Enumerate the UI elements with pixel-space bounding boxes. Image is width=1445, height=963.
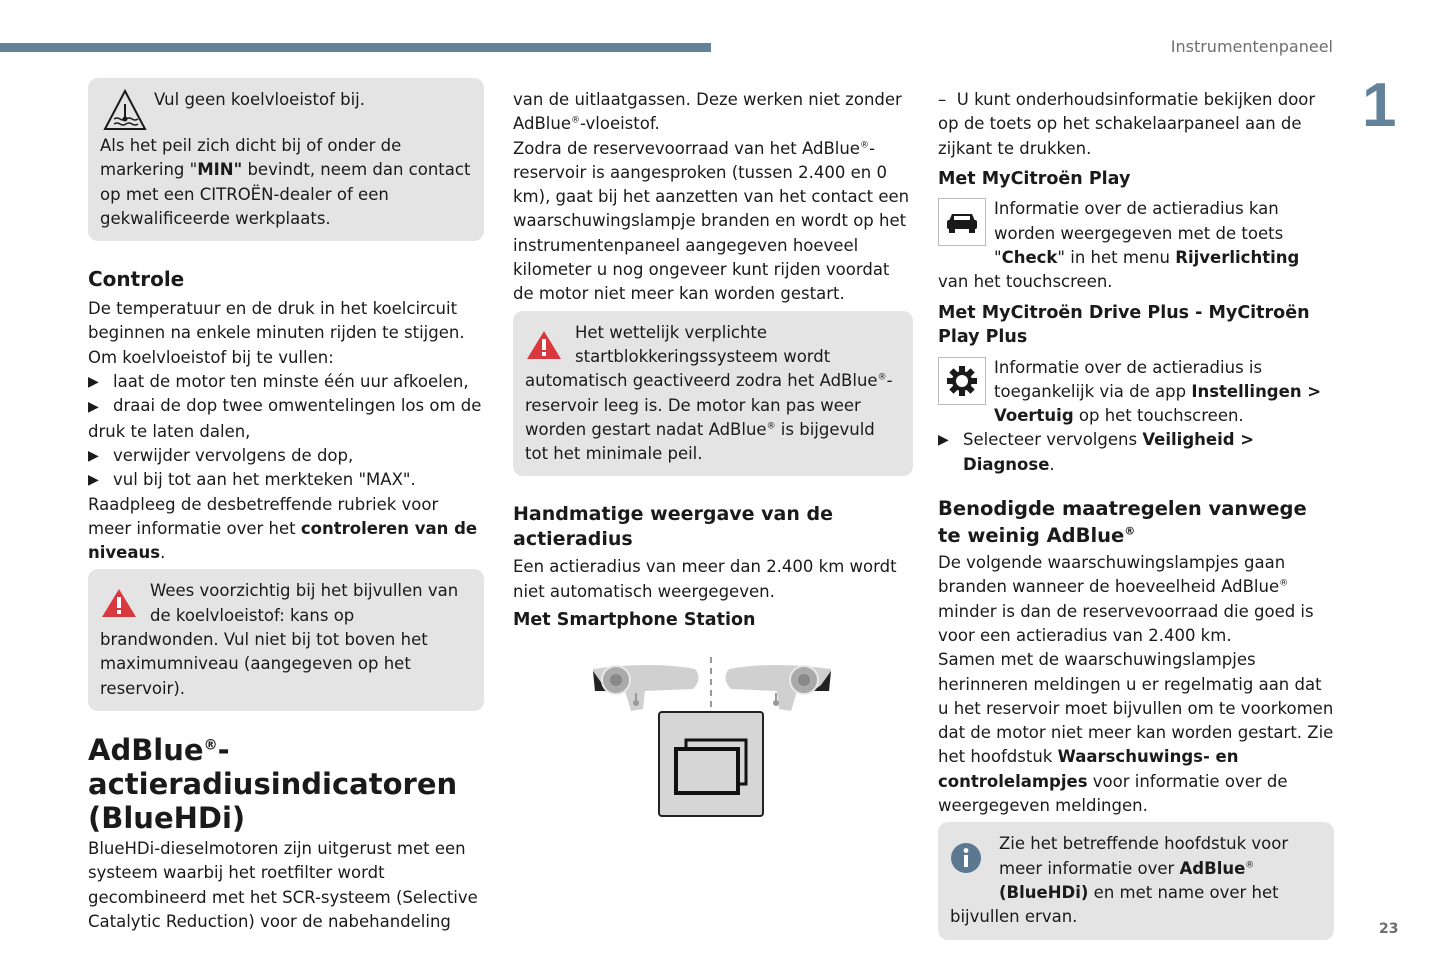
chapter-number: 1 <box>1362 71 1397 140</box>
drive-plus-block <box>938 356 1334 429</box>
header-accent-bar <box>0 43 711 52</box>
exhaust-paragraph: van de uitlaatgassen. Deze werken niet zonder AdBlue®-vloeistof. <box>513 90 902 134</box>
list-item: ▶ Selecteer vervolgens Veiligheid > Diagnose. <box>938 428 1334 477</box>
startblock-warning-text: Het wettelijk verplichte startblokkeringssysteem wordt automatisch geactiveerd zodra het AdBlue®-reservoir leeg is. De motor kan pas weer worden gestart nadat AdBlue® is bijgevuld tot het minimale peil. <box>525 322 893 464</box>
column-2 <box>513 88 913 727</box>
mycitroen-play-block <box>938 197 1334 294</box>
measures-heading: Benodigde maatregelen vanwege te weinig AdBlue® <box>938 497 1307 548</box>
screen-switch-button-icon <box>658 711 764 817</box>
list-item: ▶ draai de dop twee omwentelingen los om de druk te laten dalen, <box>88 396 482 441</box>
gear-icon <box>938 357 986 405</box>
coolant-notice-body: Als het peil zich dicht bij of onder de markering "MIN" bevindt, neem dan contact op met een CITROËN-dealer of een gekwalificeerde werkplaats. <box>100 136 471 228</box>
manual-display-body: Een actieradius van meer dan 2.400 km wordt niet automatisch weergegeven. <box>513 557 897 601</box>
arrow-right-icon: ▶ <box>938 432 949 449</box>
reserve-paragraph: Zodra de reservevoorraad van het AdBlue®-reservoir is aangesproken (tussen 2.400 en 0 km), gaat bij het aanzetten van het contact een waarschuwingslampje branden en wordt op het instrumentenpaneel aangegeven hoeveel kilometer u nog ongeveer kunt rijden voordat de motor niet meer kan worden gestart. <box>513 138 910 304</box>
arrow-right-icon: ▶ <box>88 374 99 391</box>
measures-paragraph-1: De volgende waarschuwingslampjes gaan branden wanneer de hoeveelheid AdBlue® minder is dan de reservevoorraad die goed is voor een actieradius van 2.400 km. <box>938 553 1314 645</box>
maintenance-dash-item: – U kunt onderhoudsinformatie bekijken door op de toets op het schakelaarpaneel aan de zijkant te drukken. <box>938 90 1316 158</box>
column-3 <box>938 88 1334 940</box>
column-1 <box>88 78 484 934</box>
startblock-warning-box <box>513 311 913 477</box>
arrow-right-icon: ▶ <box>88 447 99 464</box>
list-item: ▶ laat de motor ten minste één uur afkoelen, <box>88 370 484 394</box>
info-box <box>938 822 1334 939</box>
page-number: 23 <box>1379 921 1399 937</box>
smartphone-station-heading: Met Smartphone Station <box>513 610 756 631</box>
coolant-notice-box <box>88 78 484 241</box>
drive-plus-text: Informatie over de actieradius is toegankelijk via de app Instellingen > Voertuig op het touchscreen. <box>994 357 1322 426</box>
mycitroen-play-text: Informatie over de actieradius kan worden weergegeven met de toets "Check" in het menu Rijverlichting van het touchscreen. <box>938 199 1300 292</box>
car-icon <box>938 198 986 246</box>
coolant-temperature-warning-icon <box>102 88 154 136</box>
controle-intro-2: Om koelvloeistof bij te vullen: <box>88 347 334 367</box>
list-item: ▶ vul bij tot aan het merkteken "MAX". <box>88 468 484 492</box>
info-icon <box>950 832 999 882</box>
section-title: Instrumentenpaneel <box>1170 37 1333 56</box>
arrow-right-icon: ▶ <box>88 399 99 416</box>
arrow-right-icon: ▶ <box>88 472 99 489</box>
info-text: Zie het betreffende hoofdstuk voor meer informatie over AdBlue® (BlueHDi) en met name over het bijvullen ervan. <box>950 834 1289 927</box>
burn-warning-box <box>88 569 484 710</box>
controle-reference: Raadpleeg de desbetreffende rubriek voor meer informatie over het controleren van de niveaus. <box>88 494 478 563</box>
drive-plus-heading: Met MyCitroën Drive Plus - MyCitroën Play Plus <box>938 302 1310 348</box>
coolant-notice-title: Vul geen koelvloeistof bij. <box>154 90 366 109</box>
adblue-heading: AdBlue®- actieradiusindicatoren (BlueHDi) <box>88 732 458 835</box>
burn-warning-text: Wees voorzichtig bij het bijvullen van de koelvloeistof: kans op brandwonden. Vul niet bij tot boven het maximumniveau (aangegeven op het reservoir). <box>100 581 459 698</box>
mycitroen-play-heading: Met MyCitroën Play <box>938 168 1131 189</box>
list-item: ▶ verwijder vervolgens de dop, <box>88 444 484 468</box>
adblue-intro: BlueHDi-dieselmotoren zijn uitgerust met een systeem waarbij het roetfilter wordt gecombineerd met het SCR-systeem (Selective Catalytic Reduction) voor de nabehandeling <box>88 838 478 931</box>
warning-triangle-icon <box>100 579 150 627</box>
manual-display-heading: Handmatige weergave van de actieradius <box>513 503 834 550</box>
controle-intro: De temperatuur en de druk in het koelcircuit beginnen na enkele minuten rijden te stijgen. <box>88 299 465 343</box>
warning-triangle-icon <box>525 321 575 369</box>
controle-heading: Controle <box>88 267 185 292</box>
measures-paragraph-2: Samen met de waarschuwingslampjes herinneren meldingen u er regelmatig aan dat u het reservoir moet bijvullen om te voorkomen dat de motor niet meer kan worden gestart. Zie het hoofdstuk Waarschuwings- en controlelampjes voor informatie over de weergegeven meldingen. <box>938 650 1334 816</box>
